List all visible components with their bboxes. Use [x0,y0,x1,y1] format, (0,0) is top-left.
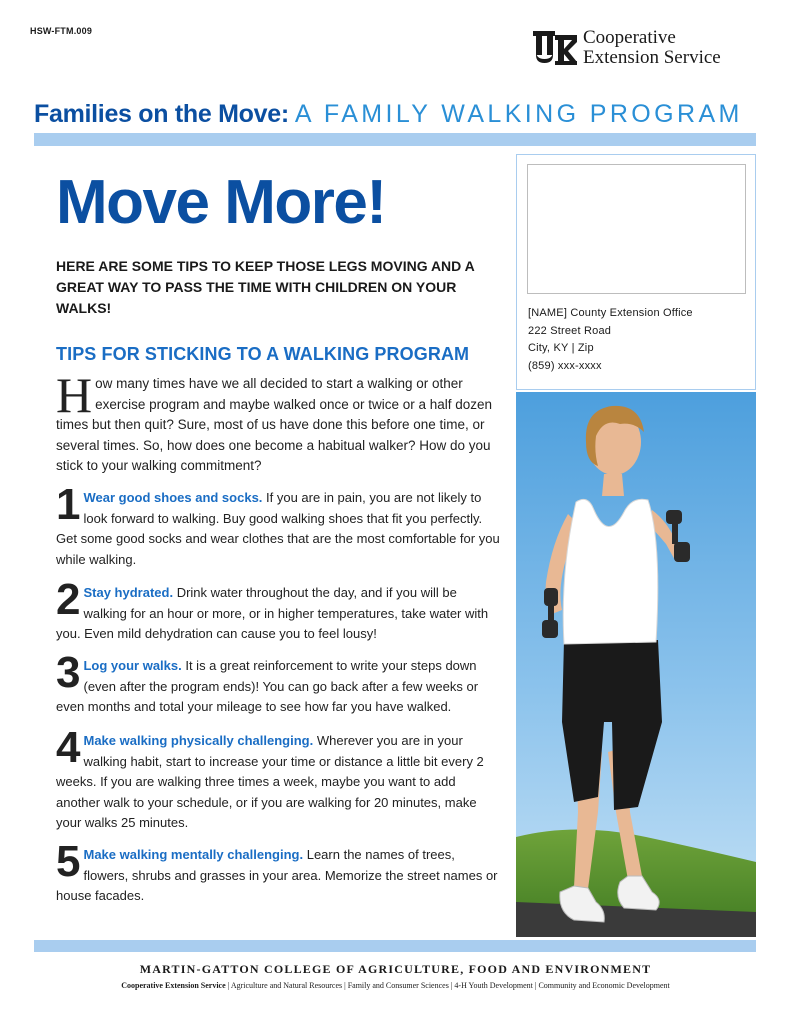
top-band [34,133,756,146]
uk-logo-icon [533,29,577,67]
drop-cap: H [56,367,93,423]
office-name: [NAME] County Extension Office [528,307,693,319]
tip-body: If you are in pain, you are not likely to look forward to walking. Buy good walking shoes that fit you perfectly. Get some good socks and wear clothes that are the most comfortable for you while walking. [56,490,500,567]
address-box [516,154,756,390]
tip-5 [56,837,500,907]
street-address: 222 Street Road [528,324,612,337]
tip-heading: Wear good shoes and socks. [83,490,263,505]
tip-1 [56,480,500,570]
intro-text: HERE ARE SOME TIPS TO KEEP THOSE LEGS MOVING AND A GREAT WAY TO PASS THE TIME WITH CHILDREN ON YOUR WALKS! [56,258,475,316]
tip-heading: Make walking physically challenging. [83,733,314,748]
tip-number: 3 [56,648,81,697]
tip-number: 4 [56,723,81,772]
section-title: TIPS FOR STICKING TO A WALKING PROGRAM [56,344,470,364]
footer-units-bold: Cooperative Extension Service [121,981,226,990]
footer-units-rest: | Agriculture and Natural Resources | Family and Consumer Sciences | 4-H Youth Development | Community and Economic Development [225,981,670,990]
headline: Move More! [56,168,386,237]
tip-2 [56,575,500,645]
city-state-zip: City, KY | Zip [528,342,594,354]
banner-light: A FAMILY WALKING PROGRAM [294,100,743,128]
tip-body: Wherever you are in your walking habit, start to increase your time or distance a little bit every 2 weeks. If you are walking three times a week, maybe you want to add another walk to your schedule, or if you are walking for 20 minutes, make your walks 25 minutes. [56,733,484,830]
bottom-band [34,940,756,952]
address-block [528,305,693,375]
tip-heading: Log your walks. [83,658,182,673]
tip-heading: Make walking mentally challenging. [83,847,304,862]
footer-units [0,981,791,990]
intro-paragraph-text: ow many times have we all decided to start a walking or other exercise program and maybe walked once or twice or a half dozen times but then quit? Sure, most of us have done this before one time, or several times. So, how does one become a habitual walker? How do you stick to your walking commitment? [56,376,493,473]
tip-heading: Stay hydrated. [83,585,174,600]
tip-3 [56,648,500,718]
tip-number: 2 [56,575,81,624]
photo-illustration [516,392,756,937]
banner-bold: Families on the Move: [34,100,289,128]
program-banner [34,100,743,129]
tip-body: Learn the names of trees, flowers, shrubs and grasses in your area. Memorize the street names or house facades. [56,847,498,903]
tip-number: 5 [56,837,81,886]
document-code: HSW-FTM.009 [30,26,93,36]
tip-body: It is a great reinforcement to write your steps down (even after the program ends)! You can go back after a few weeks or even months and total your mileage to see how far you have walked. [56,658,479,714]
uk-extension-logo [533,28,721,68]
tip-4 [56,723,500,834]
logo-line-1: Cooperative [583,27,676,48]
tip-number: 1 [56,480,81,529]
intro-paragraph [56,367,496,477]
college-name: MARTIN-GATTON COLLEGE OF AGRICULTURE, FOOD AND ENVIRONMENT [139,962,652,976]
phone-number: (859) xxx-xxxx [528,359,602,372]
address-placeholder [527,164,746,294]
tip-body: Drink water throughout the day, and if you will be walking for an hour or more, or in higher temperatures, take water with you. Even mild dehydration can cause you to feel lousy! [56,585,489,641]
logo-line-2: Extension Service [583,47,721,68]
walking-woman-photo [516,392,756,937]
